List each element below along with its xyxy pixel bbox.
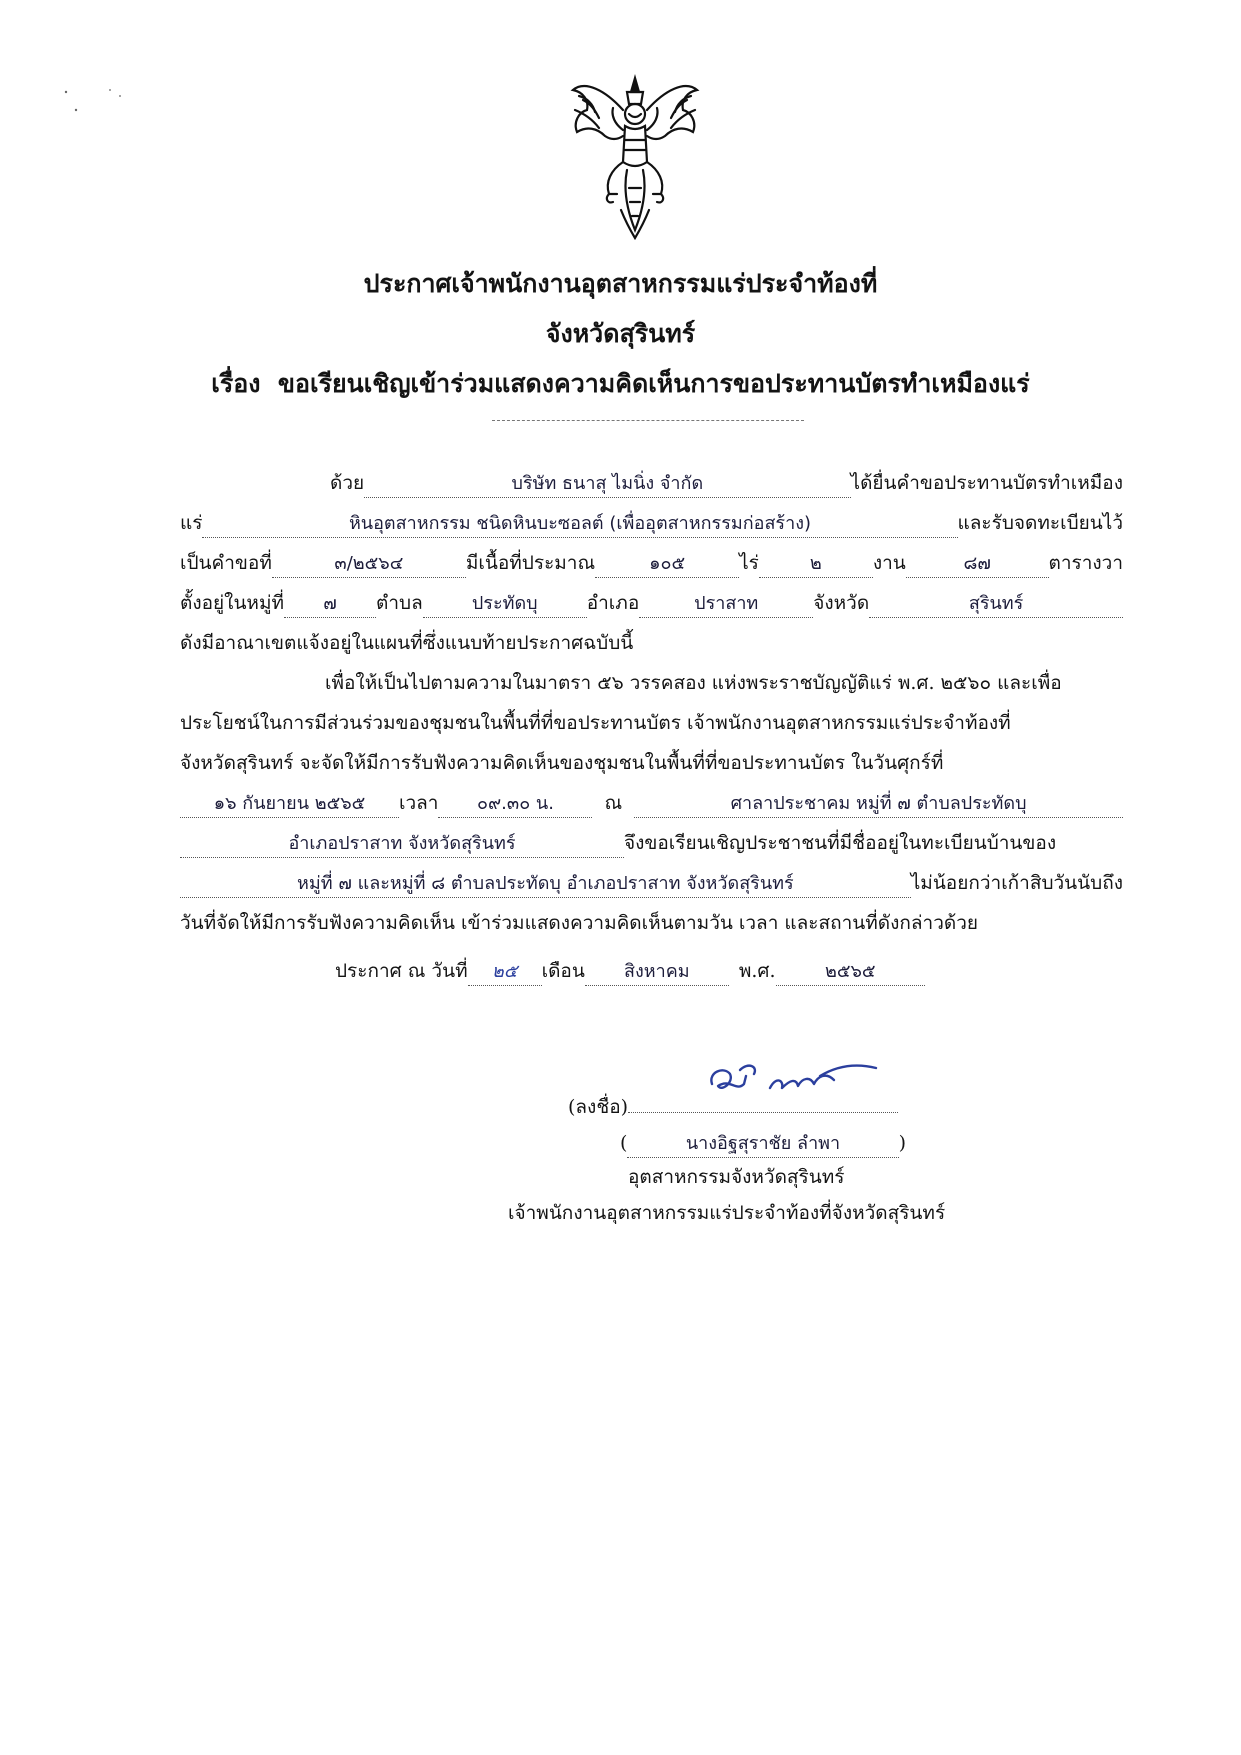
label-time: เวลา	[399, 792, 439, 814]
para2-text3: จังหวัดสุรินทร์ จะจัดให้มีการรับฟังความคิดเห็นของชุมชนในพื้นที่ที่ขอประทานบัตร ในวันศุกร์ที่	[180, 752, 944, 774]
para2-text7: วันที่จัดให้มีการรับฟังความคิดเห็น เข้าร่วมแสดงความคิดเห็นตามวัน เวลา และสถานที่ดังกล่าวด้วย	[180, 912, 979, 934]
villages: หมู่ที่ ๗ และหมู่ที่ ๘ ตำบลประทัดบุ อำเภอปราสาท จังหวัดสุรินทร์	[180, 871, 911, 898]
para1-line1	[180, 468, 1123, 498]
para2-text2: ประโยชน์ในการมีส่วนร่วมของชุมชนในพื้นที่ที่ขอประทานบัตร เจ้าพนักงานอุตสาหกรรมแร่ประจำท้องที่	[180, 712, 1011, 734]
scan-specks	[62, 88, 132, 118]
label-registered: และรับจดทะเบียนไว้	[957, 512, 1123, 534]
para2-line2	[180, 708, 1123, 738]
para2-line7	[180, 908, 1123, 938]
announce-date	[335, 956, 925, 986]
label-applied: ได้ยื่นคำขอประทานบัตรทำเหมือง	[850, 472, 1123, 494]
label-announce: ประกาศ ณ วันที่	[335, 960, 468, 982]
area-rai: ๑๐๕	[595, 551, 739, 578]
para2-line4	[180, 788, 1123, 818]
hearing-date: ๑๖ กันยายน ๒๕๖๕	[180, 791, 399, 818]
moo-number: ๗	[284, 591, 376, 618]
para2-line1	[180, 668, 1123, 698]
area-ngan: ๒	[759, 551, 873, 578]
amphoe-name: ปราสาท	[639, 591, 813, 618]
label-sq-wa: ตารางวา	[1048, 552, 1123, 574]
area-sq-wa: ๘๗	[906, 551, 1049, 578]
label-rae: แร่	[180, 512, 203, 534]
company-name: บริษัท ธนาสุ ไมนิ่ง จำกัด	[364, 471, 850, 498]
signer-name-line	[620, 1128, 906, 1158]
request-number: ๓/๒๕๖๔	[272, 551, 466, 578]
announce-day: ๒๕	[468, 959, 542, 986]
hearing-time: ๐๙.๓๐ น.	[438, 791, 592, 818]
para2-ninety-days: ไม่น้อยกว่าเก้าสิบวันนับถึง	[910, 872, 1123, 894]
subject-line	[0, 366, 1241, 402]
label-amphoe: อำเภอ	[586, 592, 640, 614]
signer-name: นางอิฐสุราชัย ลำพา	[627, 1131, 898, 1158]
announce-year: ๒๕๖๕	[776, 959, 926, 986]
label-ngan: งาน	[872, 552, 906, 574]
mineral-type: หินอุตสาหกรรม ชนิดหินบะซอลต์ (เพื่ออุตสาหกรรมก่อสร้าง)	[202, 511, 957, 538]
subject-label: เรื่อง	[211, 369, 261, 398]
signature-blank	[628, 1112, 898, 1113]
label-province: จังหวัด	[813, 592, 870, 614]
hearing-venue-2: อำเภอปราสาท จังหวัดสุรินทร์	[180, 831, 624, 858]
announce-month: สิงหาคม	[585, 959, 729, 986]
open-paren: (	[620, 1132, 628, 1154]
province-name: สุรินทร์	[869, 591, 1123, 618]
label-request-no: เป็นคำขอที่	[180, 552, 272, 574]
para2-text1: เพื่อให้เป็นไปตามความในมาตรา ๕๖ วรรคสอง แห่งพระราชบัญญัติแร่ พ.ศ. ๒๕๖๐ และเพื่อ	[325, 672, 1062, 694]
title-line-2: จังหวัดสุรินทร์	[545, 319, 696, 348]
para2-invite: จึงขอเรียนเชิญประชาชนที่มีชื่ออยู่ในทะเบียนบ้านของ	[624, 832, 1057, 854]
label-rai: ไร่	[739, 552, 759, 574]
label-duay: ด้วย	[330, 472, 365, 494]
label-moo: ตั้งอยู่ในหมู่ที่	[180, 592, 284, 614]
para2-line6	[180, 868, 1123, 898]
garuda-emblem-icon	[565, 70, 705, 250]
title-line-1: ประกาศเจ้าพนักงานอุตสาหกรรมแร่ประจำท้องที่	[363, 269, 878, 298]
para2-line3	[180, 748, 1123, 778]
close-paren: )	[898, 1132, 906, 1154]
signer-position-2: เจ้าพนักงานอุตสาหกรรมแร่ประจำท้องที่จังหวัดสุรินทร์	[508, 1202, 946, 1224]
para2-line5	[180, 828, 1123, 858]
title-divider	[492, 420, 804, 421]
para1-line3	[180, 548, 1123, 578]
label-tambon: ตำบล	[376, 592, 423, 614]
signer-position-1: อุตสาหกรรมจังหวัดสุรินทร์	[628, 1166, 845, 1188]
tambon-name: ประทัดบุ	[423, 591, 587, 618]
label-area: มีเนื้อที่ประมาณ	[465, 552, 596, 574]
para1-line5	[180, 628, 1123, 658]
sign-label: (ลงชื่อ)	[568, 1096, 629, 1118]
para1-closing: ดังมีอาณาเขตแจ้งอยู่ในแผนที่ซึ่งแนบท้ายประกาศฉบับนี้	[180, 632, 634, 654]
para1-line2	[180, 508, 1123, 538]
subject-text: ขอเรียนเชิญเข้าร่วมแสดงความคิดเห็นการขอประทานบัตรทำเหมืองแร่	[277, 369, 1030, 398]
para1-line4	[180, 588, 1123, 618]
label-month: เดือน	[541, 960, 585, 982]
label-at: ณ	[604, 792, 623, 814]
signature-line	[568, 1092, 898, 1122]
hearing-venue: ศาลาประชาคม หมู่ที่ ๗ ตำบลประทัดบุ	[634, 791, 1123, 818]
label-be: พ.ศ.	[738, 960, 776, 982]
